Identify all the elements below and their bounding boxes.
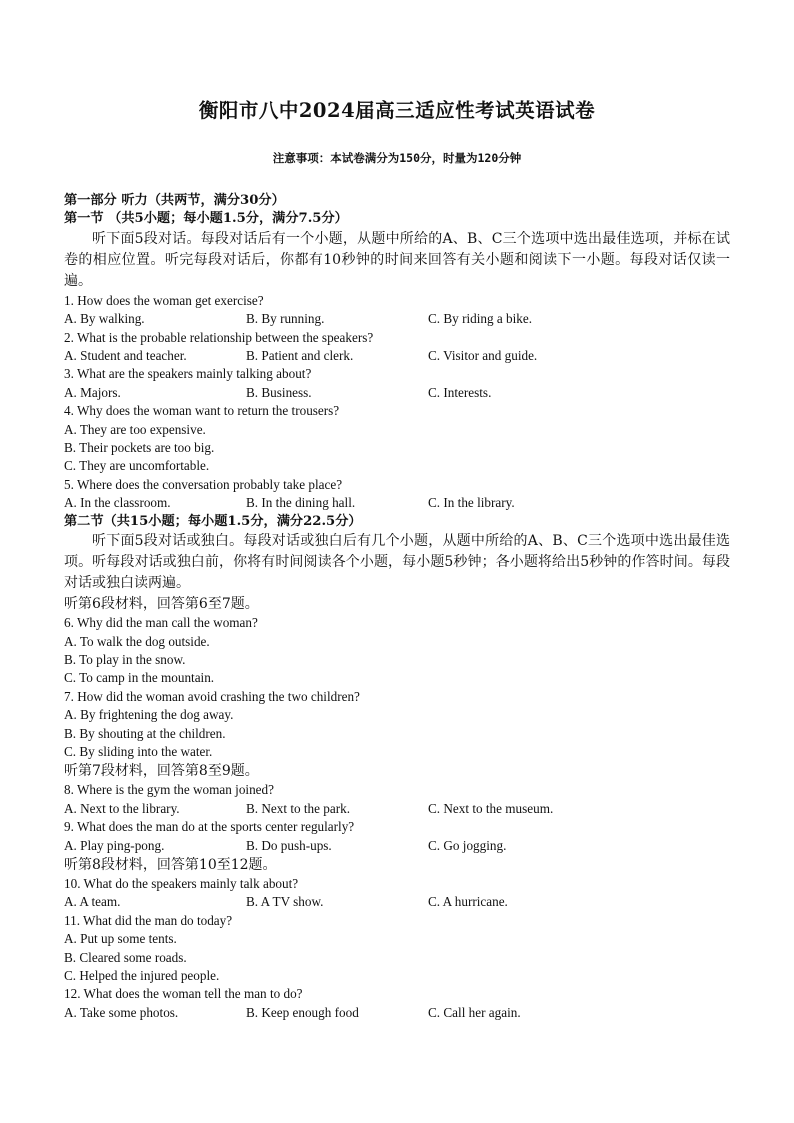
question-11: 11. What did the man do today? [64, 912, 233, 928]
option-12b: B. Keep enough food [246, 1004, 359, 1020]
options-9 [64, 837, 730, 855]
options-10 [64, 893, 730, 911]
section1-instructions: 听下面5段对话。每段对话后有一个小题，从题中所给的A、B、C三个选项中选出最佳选项，并标在试卷的相应位置。听完每段对话后，你都有10秒钟的时间来回答有关小题和阅读下一小题。每段对话仅读一遍。 [64, 230, 730, 289]
section2-instructions: 听下面5段对话或独白。每段对话或独白后有几个小题，从题中所给的A、B、C三个选项中选出最佳选项。听每段对话或独白前，你将有时间阅读各个小题，每小题5秒钟；各小题将给出5秒钟的作答时间。每段对话或独白读两遍。 [64, 533, 730, 592]
section1 [64, 210, 730, 512]
options-5 [64, 494, 730, 512]
option-6c: C. To camp in the mountain. [64, 670, 215, 686]
option-3b: B. Business. [246, 384, 312, 400]
options-8 [64, 800, 730, 818]
option-8c: C. Next to the museum. [428, 800, 554, 816]
option-3a: A. Majors. [64, 384, 121, 400]
option-4a: A. They are too expensive. [64, 421, 206, 437]
question-8: 8. Where is the gym the woman joined? [64, 782, 274, 798]
option-4c: C. They are uncomfortable. [64, 458, 210, 474]
option-10c: C. A hurricane. [428, 894, 508, 910]
option-9b: B. Do push-ups. [246, 837, 332, 853]
option-1a: A. By walking. [64, 311, 145, 327]
question-4: 4. Why does the woman want to return the trousers? [64, 403, 340, 419]
part1-heading: 第一部分 听力（共两节，满分30分） [64, 193, 285, 208]
options-2 [64, 347, 730, 365]
question-2: 2. What is the probable relationship between the speakers? [64, 329, 374, 345]
option-5b: B. In the dining hall. [246, 495, 356, 511]
section1-heading: 第一节 （共5小题；每小题1.5分，满分7.5分） [64, 211, 348, 227]
question-9: 9. What does the man do at the sports center regularly? [64, 819, 355, 835]
exam-notice: 注意事项：本试卷满分为150分，时量为120分钟 [272, 151, 522, 165]
options-1 [64, 310, 730, 328]
exam-content [64, 192, 730, 1022]
option-11a: A. Put up some tents. [64, 931, 177, 947]
question-7: 7. How did the woman avoid crashing the two children? [64, 688, 360, 704]
question-1: 1. How does the woman get exercise? [64, 292, 264, 308]
section2 [64, 513, 730, 1023]
option-7a: A. By frightening the dog away. [64, 707, 234, 723]
group-label-7: 听第7段材料，回答第8至9题。 [64, 763, 259, 780]
option-6a: A. To walk the dog outside. [64, 633, 210, 649]
option-9c: C. Go jogging. [428, 837, 507, 853]
question-6: 6. Why did the man call the woman? [64, 615, 258, 631]
option-5a: A. In the classroom. [64, 495, 171, 511]
option-11b: B. Cleared some roads. [64, 949, 187, 965]
option-1c: C. By riding a bike. [428, 311, 533, 327]
option-3c: C. Interests. [428, 384, 492, 400]
option-8b: B. Next to the park. [246, 800, 351, 816]
option-4b: B. Their pockets are too big. [64, 440, 215, 456]
option-12c: C. Call her again. [428, 1004, 521, 1020]
option-7c: C. By sliding into the water. [64, 743, 213, 759]
question-12: 12. What does the woman tell the man to do? [64, 986, 303, 1002]
option-6b: B. To play in the snow. [64, 651, 186, 667]
option-7b: B. By shouting at the children. [64, 725, 226, 741]
option-10b: B. A TV show. [246, 894, 324, 910]
group-label-8: 听第8段材料，回答第10至12题。 [64, 856, 277, 873]
question-3: 3. What are the speakers mainly talking about? [64, 366, 312, 382]
option-2c: C. Visitor and guide. [428, 348, 538, 364]
option-1b: B. By running. [246, 311, 325, 327]
option-9a: A. Play ping-pong. [64, 837, 165, 853]
question-5: 5. Where does the conversation probably take place? [64, 476, 343, 492]
options-3 [64, 384, 730, 402]
option-5c: C. In the library. [428, 495, 515, 511]
options-12 [64, 1004, 730, 1022]
section2-heading: 第二节（共15小题；每小题1.5分，满分22.5分） [64, 513, 362, 529]
group-label-6: 听第6段材料，回答第6至7题。 [64, 596, 259, 613]
exam-title: 衡阳市八中2024届高三适应性考试英语试卷 [198, 99, 596, 122]
option-10a: A. A team. [64, 894, 121, 910]
option-11c: C. Helped the injured people. [64, 968, 220, 983]
option-2a: A. Student and teacher. [64, 348, 187, 364]
option-8a: A. Next to the library. [64, 800, 180, 816]
question-10: 10. What do the speakers mainly talk about? [64, 875, 299, 891]
option-12a: A. Take some photos. [64, 1004, 179, 1020]
option-2b: B. Patient and clerk. [246, 348, 354, 364]
